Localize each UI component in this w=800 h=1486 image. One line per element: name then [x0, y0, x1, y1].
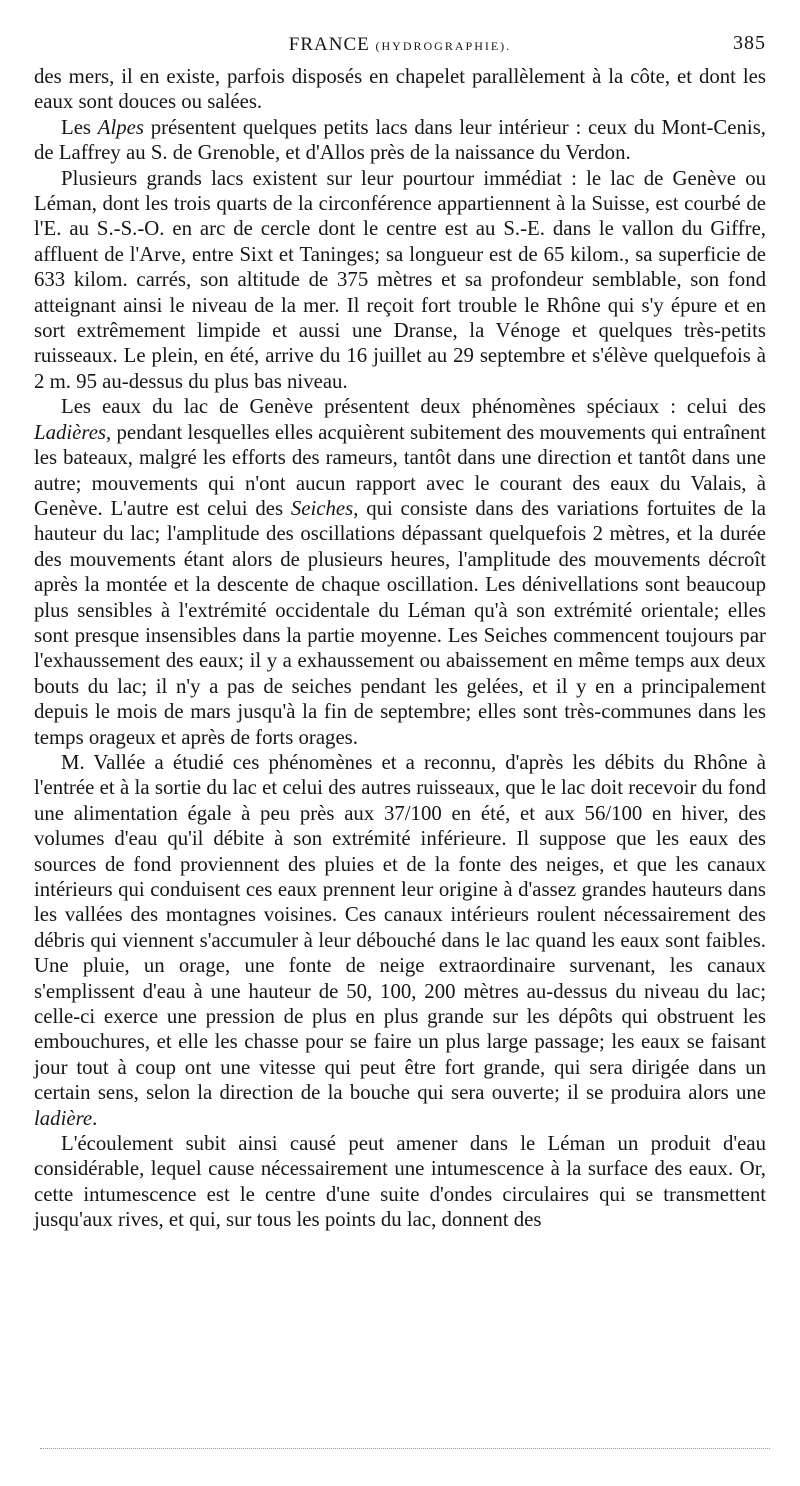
body-text [34, 64, 766, 1233]
text-run: Plusieurs grands lacs existent sur leur pourtour immédiat : le lac de Genève ou Léman, dont les trois quarts de la circonférence appartiennent à la Suisse, est courbé de l'E. au S.-S.-O. en arc de cercle dont le centre est au S.-E. dans le vallon du Giffre, affluent de l'Arve, entre Sixt et Taninges; sa longueur est de 65 kilom., sa superficie de 633 kilom. carrés, son altitude de 375 mètres et sa profondeur semblable, son fond atteignant ainsi le niveau de la mer. Il reçoit fort trouble le Rhône qui s'y épure et en sort extrêmement limpide et aussi une Dranse, la Vénoge et quelques très-petits ruisseaux. Le plein, en été, arrive du 16 juillet au 29 septembre et s'élève quelquefois à 2 m. 95 au-dessus du plus bas niveau. [34, 166, 766, 393]
italic-term: Ladières [34, 420, 107, 444]
running-title-main: FRANCE [288, 34, 370, 55]
paragraph [34, 64, 766, 115]
text-run: Les [61, 115, 98, 139]
paragraph [34, 750, 766, 1131]
text-run: présentent quelques petits lacs dans leur intérieur : ceux du Mont-Cenis, de Laffrey au S. de Grenoble, et d'Allos près de la naissance du Verdon. [34, 115, 767, 165]
paragraph [34, 115, 766, 166]
text-run: , qui consiste dans des variations fortuites de la hauteur du lac; l'amplitude des oscillations dépassant quelquefois 2 mètres, et la durée des mouvements étant alors de plusieurs heures, l'amplitude des mouvements décroît après la montée et la descente de chaque oscillation. Les dénivellations sont beaucoup plus sensibles à l'extrémité occidentale du Léman qu'à son extrémité orientale; elles sont presque insensibles dans la partie moyenne. Les Seiches commencent toujours par l'exhaussement des eaux; il y a exhaussement ou abaissement en même temps aux deux bouts du lac; il n'y a pas de seiches pendant les gelées, et il y en a principalement depuis le mois de mars jusqu'à la fin de septembre; elles sont très-communes dans les temps orageux et après de forts orages. [34, 496, 766, 749]
running-head [34, 30, 766, 64]
paragraph [34, 1131, 766, 1233]
text-run: L'écoulement subit ainsi causé peut amener dans le Léman un produit d'eau considérable, lequel cause nécessairement une intumescence à la surface des eaux. Or, cette intumescence est le centre d'une suite d'ondes circulaires qui se transmettent jusqu'aux rives, et qui, sur tous les points du lac, donnent des [34, 1132, 766, 1232]
italic-term: Seiches [290, 496, 354, 520]
page [34, 30, 766, 1233]
text-run: Les eaux du lac de Genève présentent deux phénomènes spéciaux : celui des [61, 395, 766, 419]
text-run: . [92, 1106, 98, 1130]
paragraph [34, 166, 766, 395]
italic-term: Alpes [97, 115, 144, 139]
footer-rule [40, 1448, 770, 1449]
running-title-sub: (HYDROGRAPHIE). [375, 39, 512, 53]
text-run: M. Vallée a étudié ces phénomènes et a reconnu, d'après les débits du Rhône à l'entrée et à la sortie du lac et celui des autres ruisseaux, que le lac doit recevoir du fond une alimentation égale à peu près aux 37/100 en été, et aux 56/100 en hiver, des volumes d'eau qu'il débite à son extrémité inférieure. Il suppose que les eaux des sources de fond proviennent des pluies et de la fonte des neiges, et que les canaux intérieurs qui conduisent ces eaux prennent leur origine à d'assez grandes hauteurs dans les vallées des montagnes voisines. Ces canaux intérieurs roulent nécessairement des débris qui viennent s'accumuler à leur débouché dans le lac quand les eaux sont faibles. Une pluie, un orage, une fonte de neige extraordinaire survenant, les canaux s'emplissent d'eau à une hauteur de 50, 100, 200 mètres au-dessus du niveau du lac; celle-ci exerce une pression de plus en plus grande sur les dépôts qui obstruent les embouchures, et elle les chasse pour se faire un plus large passage; les eaux se faisant jour tout à coup ont une vitesse qui peut être fort grande, qui sera dirigée dans un certain sens, selon la direction de la bouche qui sera ouverte; il se produira alors une [34, 750, 766, 1105]
running-title [34, 34, 766, 56]
italic-term: ladière [34, 1106, 93, 1130]
page-number: 385 [733, 32, 766, 54]
text-run: , pendant lesquelles elles acquièrent subitement des mouvements qui entraînent les bateaux, malgré les efforts des rameurs, tantôt dans une direction et tantôt dans une autre; mouvements qui n'ont aucun rapport avec le courant des eaux du Valais, à Genève. L'autre est celui des [34, 420, 766, 520]
paragraph [34, 394, 766, 750]
text-run: des mers, il en existe, parfois disposés en chapelet parallèlement à la côte, et dont les eaux sont douces ou salées. [34, 65, 766, 114]
